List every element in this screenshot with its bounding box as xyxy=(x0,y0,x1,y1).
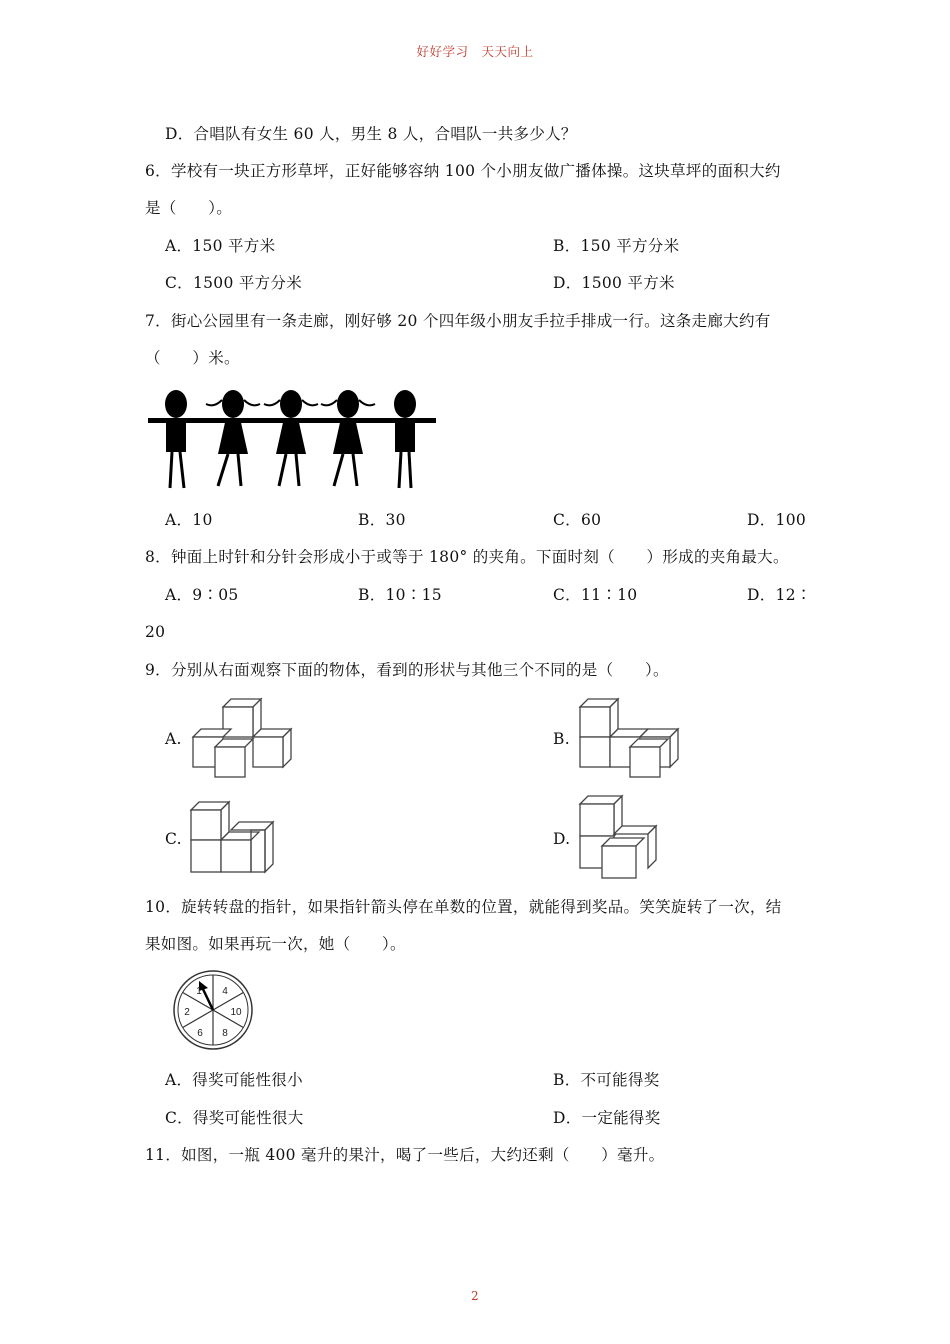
q6-option-a: A．150 平方米 xyxy=(165,237,276,255)
q10-option-a: A．得奖可能性很小 xyxy=(165,1071,303,1089)
q6-option-b: B．150 平方分米 xyxy=(553,237,680,255)
q11-stem: 11．如图，一瓶 400 毫升的果汁，喝了一些后，大约还剩（ ）毫升。 xyxy=(145,1146,665,1164)
q10-option-c: C．得奖可能性很大 xyxy=(165,1109,304,1127)
q9-cube-figure-b xyxy=(580,697,684,781)
q6-option-d: D．1500 平方米 xyxy=(553,274,675,292)
q7-stem-line1: 7．街心公园里有一条走廊，刚好够 20 个四年级小朋友手拉手排成一行。这条走廊大约有 xyxy=(145,312,771,330)
spinner-wheel-figure xyxy=(172,969,254,1051)
q7-option-d: D．100 xyxy=(747,511,807,529)
q10-stem-line2: 果如图。如果再玩一次，她（ ）。 xyxy=(145,935,406,953)
q9-label-b: B. xyxy=(553,730,570,748)
q9-label-a: A. xyxy=(165,730,182,748)
page-number: 2 xyxy=(471,1289,479,1303)
q6-option-c: C．1500 平方分米 xyxy=(165,274,303,292)
q9-cube-figure-a xyxy=(193,697,297,781)
spinner-number-1: 1 xyxy=(196,986,202,997)
q7-option-b: B．30 xyxy=(358,511,406,529)
q10-option-b: B．不可能得奖 xyxy=(553,1071,660,1089)
q7-option-a: A．10 xyxy=(165,511,213,529)
spinner-number-10: 10 xyxy=(230,1007,242,1018)
q8-option-d-continued: 20 xyxy=(145,623,166,641)
q9-cube-figure-c xyxy=(191,800,277,880)
q8-option-c: C．11∶10 xyxy=(553,586,638,604)
prev-option-d: D．合唱队有女生 60 人，男生 8 人，合唱队一共多少人？ xyxy=(165,125,577,143)
q10-stem-line1: 10．旋转转盘的指针，如果指针箭头停在单数的位置，就能得到奖品。笑笑旋转了一次，结 xyxy=(145,898,782,916)
q7-option-c: C．60 xyxy=(553,511,602,529)
q8-stem: 8．钟面上时针和分针会形成小于或等于 180° 的夹角。下面时刻（ ）形成的夹角最大。 xyxy=(145,548,789,566)
q8-option-a: A．9∶05 xyxy=(165,586,239,604)
children-holding-hands-figure xyxy=(148,388,438,490)
q7-stem-line2: （ ）米。 xyxy=(145,349,240,367)
spinner-number-8: 8 xyxy=(222,1028,228,1039)
q6-stem-line2: 是（ ）。 xyxy=(145,199,233,217)
q9-cube-figure-d xyxy=(580,794,660,878)
q9-stem: 9．分别从右面观察下面的物体，看到的形状与其他三个不同的是（ ）。 xyxy=(145,661,669,679)
q8-option-d: D．12∶ xyxy=(747,586,812,604)
spinner-number-4: 4 xyxy=(222,986,228,997)
q9-label-c: C. xyxy=(165,830,182,848)
spinner-number-6: 6 xyxy=(197,1028,203,1039)
page-header: 好好学习 天天向上 xyxy=(416,44,534,59)
q9-label-d: D. xyxy=(553,830,571,848)
q6-stem-line1: 6．学校有一块正方形草坪，正好能够容纳 100 个小朋友做广播体操。这块草坪的面积大约 xyxy=(145,162,781,180)
spinner-number-2: 2 xyxy=(184,1007,190,1018)
q10-option-d: D．一定能得奖 xyxy=(553,1109,661,1127)
q8-option-b: B．10∶15 xyxy=(358,586,442,604)
